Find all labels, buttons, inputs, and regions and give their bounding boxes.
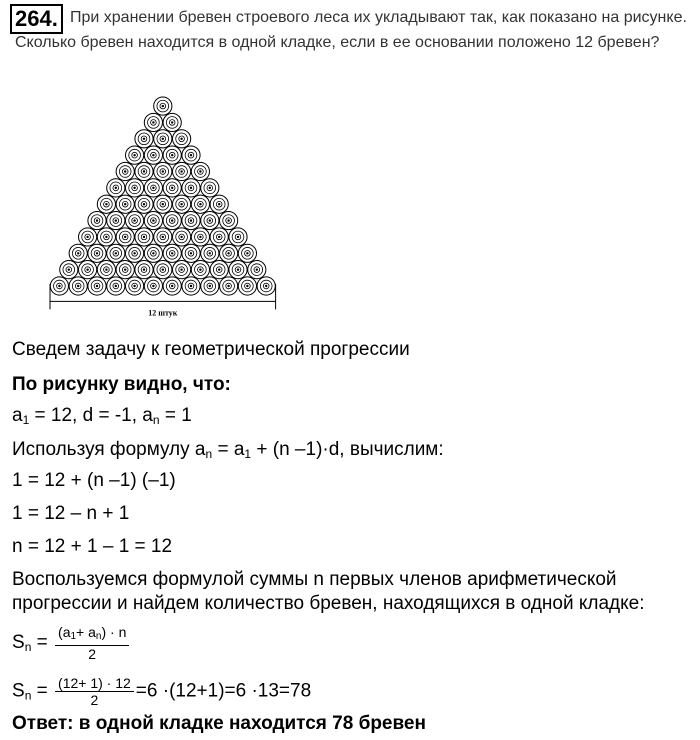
log [182,244,200,262]
log [107,211,125,229]
log [135,162,153,180]
log [154,97,172,115]
log [163,146,181,164]
solution-observe: По рисунку видно, что: [12,374,231,395]
log [173,195,191,213]
log [154,261,172,279]
formula-line: Используя формулу $a_n = a_1 + (n$ –1)·d, вычислим: [12,439,444,461]
log [135,228,153,246]
log [88,277,106,295]
sum-calculation: $S_n$ = $\frac{(12+ 1) \cdot 12}{2}$ =6 ·(12+1)=6 ·13=78 [12,675,312,708]
log [116,162,134,180]
log [191,162,209,180]
log [154,195,172,213]
solution-intro: Сведем задачу к геометрической прогрессии [12,339,410,360]
log [220,244,238,262]
log [191,228,209,246]
step-1: 1 = 12 + (n –1) (–1) [12,470,176,491]
log [238,244,256,262]
log [144,146,162,164]
log [182,146,200,164]
log [163,113,181,131]
log [210,195,228,213]
step-3: n = 12 + 1 – 1 = 12 [12,536,173,557]
log [220,277,238,295]
log-pile-figure [40,86,280,322]
log [201,277,219,295]
log [173,261,191,279]
log [182,211,200,229]
given-values: $a_1 = 12$, d = -1, $a_n = 1$ [12,405,192,427]
log [60,261,78,279]
log [144,113,162,131]
log [173,228,191,246]
log [229,261,247,279]
sum-calc-fraction: $\frac{(12+ 1) \cdot 12}{2}$ [55,675,134,708]
log [163,179,181,197]
log [154,228,172,246]
log [201,179,219,197]
log [182,179,200,197]
log [144,277,162,295]
log [88,244,106,262]
log [135,195,153,213]
log [116,261,134,279]
log [79,228,97,246]
log [97,228,115,246]
log [116,195,134,213]
sum-intro-line-1: Воспользуемся формулой суммы n первых членов арифметической [12,569,617,590]
log [69,277,87,295]
log [210,261,228,279]
log [107,244,125,262]
log [163,244,181,262]
log [135,261,153,279]
log [154,130,172,148]
log [201,244,219,262]
problem-text-line-1: При хранении бревен строевого леса их укладывают так, как показано на рисунке. [70,9,687,26]
step-2: 1 = 12 – n + 1 [12,503,130,524]
log [144,244,162,262]
log [126,244,144,262]
log [238,277,256,295]
log [126,211,144,229]
log [163,211,181,229]
sum-formula-fraction: $\frac{(a_1+ a_n) \cdot n}{2}$ [55,624,129,662]
log [257,277,275,295]
log [144,179,162,197]
log [182,277,200,295]
problem-text-line-2: Сколько бревен находится в одной кладке, если в ее основании положено 12 бревен? [15,34,660,51]
log [126,277,144,295]
log [154,162,172,180]
answer: Ответ: в одной кладке находится 78 бревен [12,713,426,734]
log [191,195,209,213]
log [88,211,106,229]
log [191,261,209,279]
log [69,244,87,262]
log [116,228,134,246]
log [173,130,191,148]
log [163,277,181,295]
log [173,162,191,180]
log [126,146,144,164]
log [126,179,144,197]
sum-intro-line-2: прогрессии и найдем количество бревен, находящихся в одной кладке: [12,593,645,614]
log [220,211,238,229]
log [97,261,115,279]
log [201,211,219,229]
log-pile-svg [40,86,280,322]
log [107,277,125,295]
log [135,130,153,148]
log [210,228,228,246]
log [107,179,125,197]
problem-number: 264. [10,4,63,34]
log [50,277,68,295]
log [248,261,266,279]
sum-formula: $S_n$ = $\frac{(a_1+ a_n) \cdot n}{2}$ [12,624,131,662]
log [144,211,162,229]
dimension-label: 12 штук [148,308,178,318]
log [79,261,97,279]
log [229,228,247,246]
log [97,195,115,213]
